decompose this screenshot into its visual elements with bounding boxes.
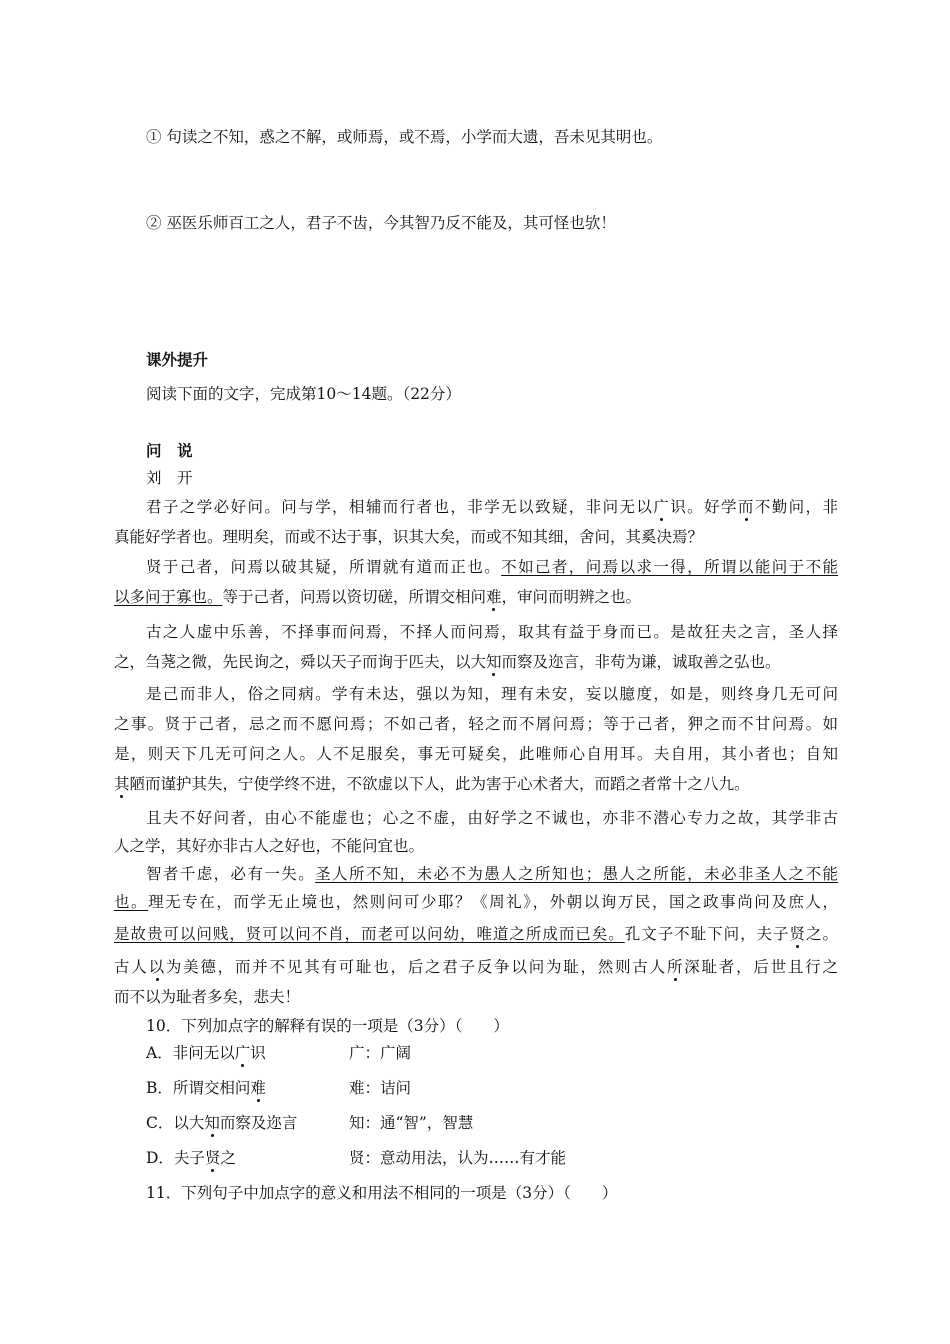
- question-10-option-b: B．所谓交相问难 难：诘问: [146, 1079, 412, 1097]
- paragraph-5-line-1: 且夫不好问者，由心不能虚也；心之不虚，由好学之不诚也，亦非不潜心专力之故，其学非古: [146, 809, 838, 827]
- article-author: 刘 开: [146, 469, 193, 487]
- option-definition: 难：诘问: [349, 1079, 412, 1097]
- option-definition: 贤：意动用法，认为……有才能: [349, 1149, 567, 1167]
- question-10-option-d: D．夫子贤之 贤：意动用法，认为……有才能: [146, 1149, 567, 1167]
- question-10-option-a: A．非问无以广识 广：广阔: [146, 1044, 412, 1062]
- underlined-sentence: 以多问于寡也。: [114, 588, 223, 606]
- paragraph-6-line-1: 智者千虑，必有一失。圣人所不知，未必不为愚人之所知也；愚人之所能，未必非圣人之不能: [146, 865, 838, 883]
- dotted-char: 所: [666, 958, 685, 976]
- article-title: 问 说: [146, 441, 193, 460]
- dotted-char: 以: [148, 958, 166, 976]
- dotted-char: 广: [653, 498, 671, 516]
- question-11-stem: 11．下列句子中加点字的意义和用法不相同的一项是（3分）（ ）: [146, 1184, 618, 1202]
- dotted-char: 而: [737, 498, 755, 516]
- question-10-option-c: C．以大知而察及迩言 知：通“智”，智慧: [146, 1114, 474, 1132]
- dotted-char: 其: [114, 775, 130, 793]
- dotted-char: 知: [204, 1114, 220, 1132]
- paragraph-6-line-5: 而不以为耻者多矣，悲夫！: [114, 988, 301, 1006]
- underlined-sentence: 不如己者，问焉以求一得，所谓以能问于不能: [501, 558, 838, 576]
- paragraph-4-line-3: 是，则天下几无可问之人。人不足服矣，事无可疑矣，此唯师心自用耳。夫自用，其小者也；自知: [114, 745, 838, 763]
- underlined-sentence: 是故贵可以问贱，贤可以问不肖，而老可以问幼，唯道之所成而已矣。: [114, 925, 625, 943]
- paragraph-5-line-2: 人之学，其好亦非古人之好也，不能问宜也。: [114, 837, 425, 855]
- paragraph-1-line-1: 君子之学必好问。问与学，相辅而行者也，非学无以致疑，非问无以广识。好学而不勤问，非: [146, 498, 838, 516]
- section-title: 课外提升: [146, 350, 209, 369]
- dotted-char: 贤: [789, 925, 806, 943]
- sentence-2: ② 巫医乐师百工之人，君子不齿，今其智乃反不能及，其可怪也欤！: [146, 214, 616, 232]
- underlined-sentence: 圣人所不知，未必不为愚人之所知也；愚人之所能，未必非圣人之不能: [315, 865, 838, 883]
- option-definition: 知：通“智”，智慧: [349, 1114, 474, 1132]
- paragraph-4-line-1: 是己而非人，俗之同病。学有未达，强以为知，理有未安，妄以臆度，如是，则终身几无可问: [146, 685, 838, 703]
- paragraph-6-line-4: 古人以为美德，而并不见其有可耻也，后之君子反争以问为耻，然则古人所深耻者，后世且行之: [114, 958, 838, 976]
- paragraph-3-line-2: 之，刍荛之微，先民询之，舜以天子而询于匹夫，以大知而察及迩言，非苟为谦，诚取善之弘也。: [114, 653, 781, 671]
- dotted-char: 广: [234, 1044, 251, 1062]
- paragraph-2-line-1: 贤于己者，问焉以破其疑，所谓就有道而正也。不如己者，问焉以求一得，所谓以能问于不能: [146, 558, 838, 576]
- paragraph-1-line-2: 真能好学者也。理明矣，而或不达于事，识其大矣，而或不知其细，舍问，其奚决焉？: [114, 528, 704, 546]
- dotted-char: 知: [486, 653, 502, 671]
- option-definition: 广：广阔: [349, 1044, 412, 1062]
- instruction: 阅读下面的文字，完成第10～14题。（22分）: [146, 385, 461, 403]
- paragraph-6-line-3: 是故贵可以问贱，贤可以问不肖，而老可以问幼，唯道之所成而已矣。孔文子不耻下问，夫子贤之。: [114, 925, 838, 943]
- paragraph-4-line-4: 其陋而谨护其失，宁使学终不进，不欲虚以下人，此为害于心术者大，而蹈之者常十之八九。: [114, 775, 750, 793]
- question-10-stem: 10．下列加点字的解释有误的一项是（3分）（ ）: [146, 1017, 509, 1035]
- sentence-1: ① 句读之不知，惑之不解，或师焉，或不焉，小学而大遗，吾未见其明也。: [146, 128, 663, 146]
- paragraph-2-line-2: 以多问于寡也。等于己者，问焉以资切磋，所谓交相问难，审问而明辨之也。: [114, 588, 642, 606]
- underlined-sentence: 也。: [114, 893, 149, 911]
- dotted-char: 贤: [204, 1149, 221, 1167]
- paragraph-4-line-2: 之事。贤于己者，忌之而不愿问焉；不如己者，轻之而不屑问焉；等于己者，狎之而不甘问焉。如: [114, 715, 838, 733]
- paragraph-3-line-1: 古之人虚中乐善，不择事而问焉，不择人而问焉，取其有益于身而已。是故狂夫之言，圣人择: [146, 623, 838, 641]
- dotted-char: 难: [250, 1079, 266, 1097]
- dotted-char: 难: [486, 588, 502, 606]
- paragraph-6-line-2: 也。理无专在，而学无止境也，然则问可少耶？《周礼》，外朝以询万民，国之政事尚问及庶人，: [114, 893, 838, 911]
